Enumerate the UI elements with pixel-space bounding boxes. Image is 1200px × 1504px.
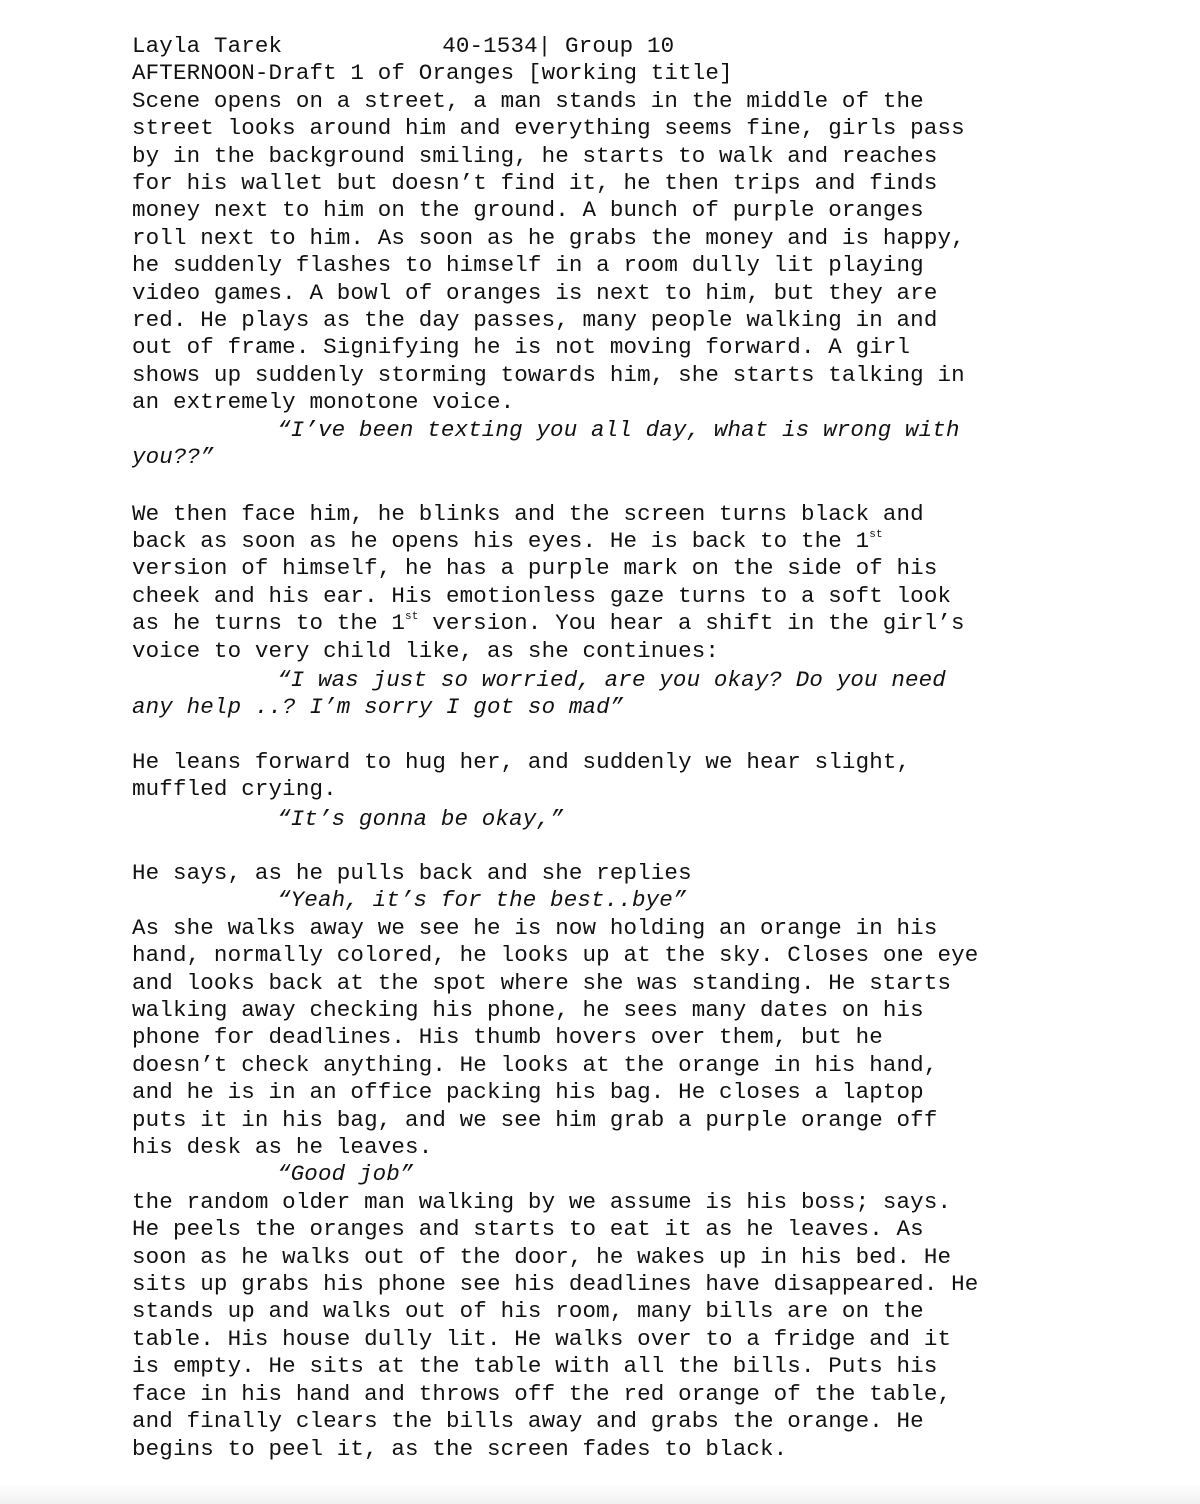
dialogue-boss <box>132 1161 1172 1188</box>
paragraph-reply: He says, as he pulls back and she replies <box>132 859 692 886</box>
dialogue-boss-line: “Good job” <box>277 1161 414 1188</box>
paragraph-opening: Scene opens on a street, a man stands in the middle of the street looks around him and everything seems fine, girls pass by in the background smiling, he starts to walk and reaches for his wallet but doesn’t find it, he then trips and finds money next to him on the ground. A bunch of purple oranges roll next to him. As soon as he grabs the money and is happy, he suddenly flashes to himself in a room dully lit playing video games. A bowl of oranges is next to him, but they are red. He plays as the day passes, many people walking in and out of frame. Signifying he is not moving forward. A girl shows up suddenly storming towards him, she starts talking in an extremely monotone voice. <box>132 87 965 416</box>
document-page <box>132 33 1172 1463</box>
document-title: AFTERNOON-Draft 1 of Oranges [working title] <box>132 60 733 87</box>
dialogue-girl-1-cont: you??” <box>132 444 214 471</box>
dialogue-girl-3-line: “Yeah, it’s for the best..bye” <box>277 887 687 914</box>
dialogue-girl-3 <box>132 887 1172 914</box>
header-author-line <box>132 33 1172 60</box>
author-name: Layla Tarek <box>132 33 283 59</box>
paragraph-transformation-part-a: We then face him, he blinks and the screen turns black and back as soon as he opens his eyes. He is back to the 1 <box>132 500 924 554</box>
dialogue-girl-2-line1: “I was just so worried, are you okay? Do you need <box>277 666 946 693</box>
paragraph-walk-away: As she walks away we see he is now holding an orange in his hand, normally colored, he looks up at the sky. Closes one eye and looks back at the spot where she was standing. He starts walking away checking his phone, he sees many dates on his phone for deadlines. His thumb hovers over them, but he doesn’t check anything. He looks at the orange in his hand, and he is in an office packing his bag. He closes a laptop puts it in his bag, and we see him grab a purple orange off his desk as he leaves. <box>132 914 979 1161</box>
paragraph-transformation-part-b: version of himself, he has a purple mark on the side of his cheek and his ear. His emotionless gaze turns to a soft look as he turns to the 1 <box>132 555 952 637</box>
dialogue-girl-2-cont: any help ..? I’m sorry I got so mad” <box>132 694 624 721</box>
paragraph-transformation <box>132 501 1172 665</box>
dialogue-man-1-line: “It’s gonna be okay,” <box>277 805 564 832</box>
superscript-st-1: st <box>869 528 883 541</box>
page-bottom-edge <box>0 1484 1200 1504</box>
paragraph-ending: the random older man walking by we assume is his boss; says. He peels the oranges and starts to eat it as he leaves. As soon as he walks out of the door, he wakes up in his bed. He sits up grabs his phone see his deadlines have disappeared. He stands up and walks out of his room, many bills are on the table. His house dully lit. He walks over to a fridge and it is empty. He sits at the table with all the bills. Puts his face in his hand and throws off the red orange of the table, and finally clears the bills away and grabs the orange. He begins to peel it, as the screen fades to black. <box>132 1188 979 1462</box>
student-id-group: 40-1534| Group 10 <box>442 33 675 59</box>
paragraph-transformation-part-c: version. You hear a shift in the girl’s voice to very child like, as she continues: <box>132 610 965 664</box>
superscript-st-2: st <box>405 611 419 624</box>
dialogue-girl-1 <box>132 417 1172 444</box>
paragraph-hug: He leans forward to hug her, and suddenly we hear slight, muffled crying. <box>132 748 911 803</box>
dialogue-man-1 <box>132 806 1172 833</box>
dialogue-girl-2 <box>132 667 1172 694</box>
dialogue-girl-1-line1: “I’ve been texting you all day, what is wrong with <box>277 416 960 443</box>
